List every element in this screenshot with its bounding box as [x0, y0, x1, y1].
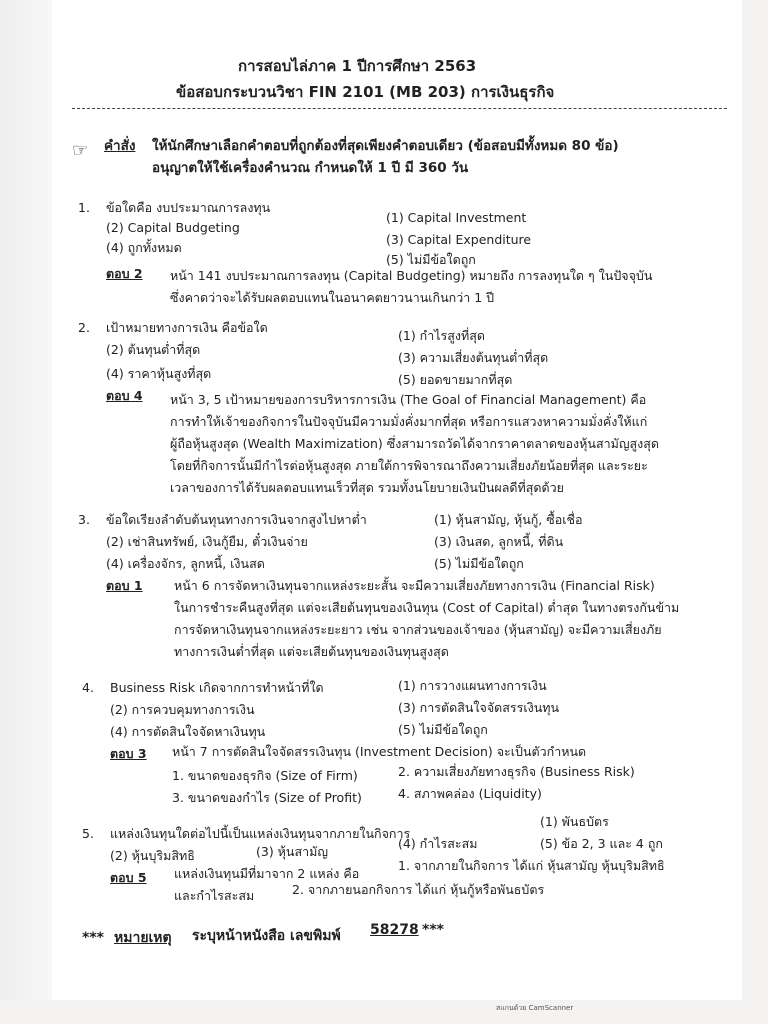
choice: (3) หุ้นสามัญ: [256, 844, 329, 859]
choice: (1) พันธบัตร: [540, 814, 609, 829]
choice: (2) Capital Budgeting: [106, 220, 240, 235]
answer-label: ตอบ 2: [106, 266, 143, 281]
explanation-line: หน้า 141 งบประมาณการลงทุน (Capital Budgeting) หมายถึง การลงทุนใด ๆ ในปัจจุบัน: [170, 268, 653, 283]
explanation-line: โดยที่กิจการนั้นมีกำไรต่อหุ้นสูงสุด ภายใต้การพิจารณาถึงความเสี่ยงภัยน้อยที่สุด และระยะ: [170, 458, 648, 473]
explanation-line: 1. จากภายในกิจการ ได้แก่ หุ้นสามัญ หุ้นบุริมสิทธิ: [398, 858, 665, 873]
instruction-label: คำสั่ง: [104, 138, 136, 154]
choice: (4) ราคาหุ้นสูงที่สุด: [106, 366, 212, 381]
exam-header-line2: ข้อสอบกระบวนวิชา FIN 2101 (MB 203) การเงินธุรกิจ: [176, 83, 555, 101]
question-number: 3.: [78, 512, 90, 527]
question-number: 2.: [78, 320, 90, 335]
answer-label: ตอบ 5: [110, 870, 147, 885]
question-stem: ข้อใดเรียงลำดับต้นทุนทางการเงินจากสูงไปหาต่ำ: [106, 512, 367, 527]
explanation-line: การจัดหาเงินทุนจากแหล่งระยะยาว เช่น จากส่วนของเจ้าของ (หุ้นสามัญ) จะมีความเสี่ยงภัย: [174, 622, 662, 637]
note-label: หมายเหตุ: [114, 930, 172, 946]
question-stem: Business Risk เกิดจากการทำหน้าที่ใด: [110, 680, 324, 695]
choice: (4) ถูกทั้งหมด: [106, 240, 182, 255]
choice: (2) ต้นทุนต่ำที่สุด: [106, 342, 201, 357]
factor-item: 3. ขนาดของกำไร (Size of Profit): [172, 790, 362, 805]
choice: (5) ยอดขายมากที่สุด: [398, 372, 513, 387]
question-stem: เป้าหมายทางการเงิน คือข้อใด: [106, 320, 268, 335]
explanation-line: หน้า 7 การตัดสินใจจัดสรรเงินทุน (Investment Decision) จะเป็นตัวกำหนด: [172, 744, 587, 759]
pointing-hand-icon: ☞: [72, 140, 89, 161]
choice: (3) Capital Expenditure: [386, 232, 532, 247]
question-number: 5.: [82, 826, 94, 841]
choice: (4) เครื่องจักร, ลูกหนี้, เงินสด: [106, 556, 265, 571]
explanation-line: 2. จากภายนอกกิจการ ได้แก่ หุ้นกู้หรือพันธบัตร: [292, 882, 545, 897]
question-number: 4.: [82, 680, 94, 695]
answer-label: ตอบ 4: [106, 388, 143, 403]
choice: (2) เช่าสินทรัพย์, เงินกู้ยืม, ตั๋วเงินจ่าย: [106, 534, 308, 549]
explanation-line: หน้า 6 การจัดหาเงินทุนจากแหล่งระยะสั้น จะมีความเสี่ยงภัยทางการเงิน (Financial Risk): [174, 578, 655, 593]
instruction-line2: อนุญาตให้ใช้เครื่องคำนวณ กำหนดให้ 1 ปี มี 360 วัน: [152, 160, 469, 176]
note-text: ระบุหน้าหนังสือ เลขพิมพ์: [192, 928, 341, 944]
choice: (5) ไม่มีข้อใดถูก: [386, 252, 476, 267]
choice: (3) การตัดสินใจจัดสรรเงินทุน: [398, 700, 560, 715]
choice: (4) การตัดสินใจจัดหาเงินทุน: [110, 724, 266, 739]
choice: (2) หุ้นบุริมสิทธิ: [110, 848, 195, 863]
instruction-line1: ให้นักศึกษาเลือกคำตอบที่ถูกต้องที่สุดเพียงคำตอบเดียว (ข้อสอบมีทั้งหมด 80 ข้อ): [152, 138, 619, 154]
factor-item: 4. สภาพคล่อง (Liquidity): [398, 786, 542, 801]
choice: (5) ไม่มีข้อใดถูก: [398, 722, 488, 737]
choice: (5) ไม่มีข้อใดถูก: [434, 556, 524, 571]
explanation-line: และกำไรสะสม: [174, 888, 255, 903]
question-number: 1.: [78, 200, 90, 215]
answer-label: ตอบ 1: [106, 578, 143, 593]
explanation-line: ในการชำระคืนสูงที่สุด แต่จะเสียต้นทุนของเงินทุน (Cost of Capital) ต่ำสุด ในทางตรงกันข้าม: [174, 600, 680, 615]
choice: (2) การควบคุมทางการเงิน: [110, 702, 255, 717]
explanation-line: ซึ่งคาดว่าจะได้รับผลตอบแทนในอนาคตยาวนานเกินกว่า 1 ปี: [170, 290, 495, 305]
explanation-line: แหล่งเงินทุนมีที่มาจาก 2 แหล่ง คือ: [174, 866, 360, 881]
factor-item: 1. ขนาดของธุรกิจ (Size of Firm): [172, 768, 358, 783]
explanation-line: เวลาของการได้รับผลตอบแทนเร็วที่สุด รวมทั้งนโยบายเงินปันผลดีที่สุดด้วย: [170, 480, 564, 495]
exam-header-line1: การสอบไล่ภาค 1 ปีการศึกษา 2563: [238, 57, 477, 75]
explanation-line: ผู้ถือหุ้นสูงสุด (Wealth Maximization) ซึ่งสามารถวัดได้จากราคาตลาดของหุ้นสามัญสูงสุด: [170, 436, 659, 451]
dashed-separator: [72, 108, 727, 109]
answer-label: ตอบ 3: [110, 746, 147, 761]
question-stem: แหล่งเงินทุนใดต่อไปนี้เป็นแหล่งเงินทุนจากภายในกิจการ: [110, 826, 411, 841]
choice: (1) Capital Investment: [386, 210, 527, 225]
note-stars-left: ***: [82, 930, 104, 946]
choice: (1) กำไรสูงที่สุด: [398, 328, 485, 343]
note-number: 58278: [370, 922, 419, 938]
scanner-watermark: สแกนด้วย CamScanner: [496, 1004, 574, 1012]
factor-item: 2. ความเสี่ยงภัยทางธุรกิจ (Business Risk): [398, 764, 635, 779]
note-stars-right: ***: [422, 922, 444, 938]
explanation-line: หน้า 3, 5 เป้าหมายของการบริหารการเงิน (The Goal of Financial Management) คือ: [170, 392, 647, 407]
choice: (4) กำไรสะสม: [398, 836, 478, 851]
explanation-line: ทางการเงินต่ำที่สุด แต่จะเสียต้นทุนของเงินทุนสูงสุด: [174, 644, 449, 659]
question-stem: ข้อใดคือ งบประมาณการลงทุน: [106, 200, 271, 215]
explanation-line: การทำให้เจ้าของกิจการในปัจจุบันมีความมั่งคั่งมากที่สุด หรือการแสวงหาความมั่งคั่งให้แก่: [170, 414, 648, 429]
choice: (5) ข้อ 2, 3 และ 4 ถูก: [540, 836, 663, 851]
choice: (3) เงินสด, ลูกหนี้, ที่ดิน: [434, 534, 564, 549]
choice: (1) การวางแผนทางการเงิน: [398, 678, 547, 693]
choice: (3) ความเสี่ยงต้นทุนต่ำที่สุด: [398, 350, 549, 365]
choice: (1) หุ้นสามัญ, หุ้นกู้, ซื้อเชื่อ: [434, 512, 583, 527]
